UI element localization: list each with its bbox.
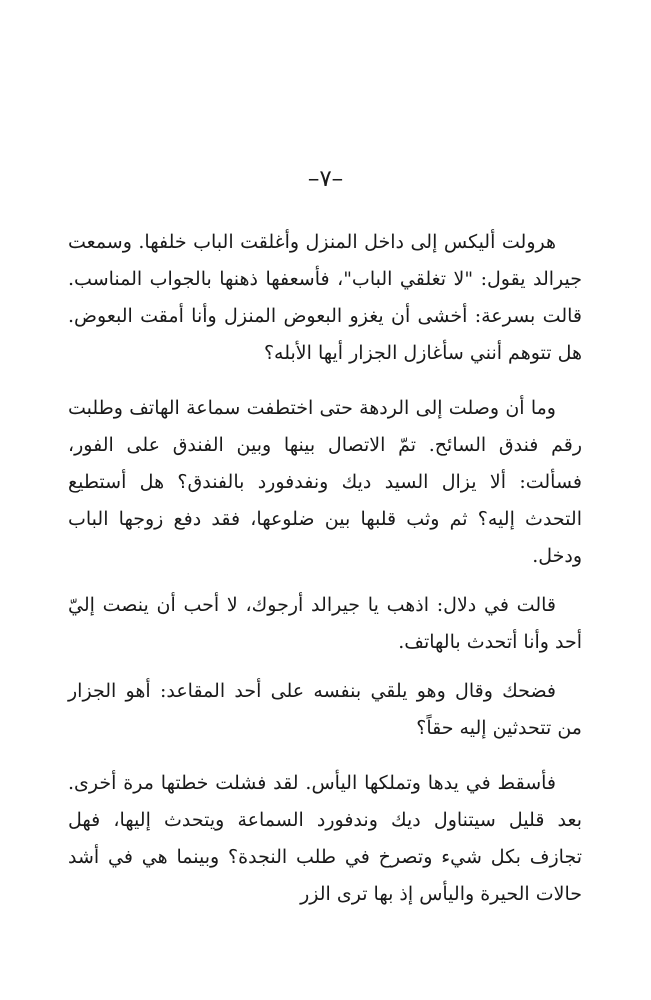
paragraph-1: هرولت أليكس إلى داخل المنزل وأغلقت الباب خلفها. وسمعت جيرالد يقول: "لا تغلقي الباب"، فأسعفها ذهنها بالجواب المناسب. قالت بسرعة: أخشى أن يغزو البعوض المنزل وأنا أمقت البعوض. هل تتوهم أنني سأغازل الجزار أيها الأبله؟ <box>68 231 582 364</box>
paragraph-4: فضحك وقال وهو يلقي بنفسه على أحد المقاعد: أهو الجزار من تتحدثين إليه حقاً؟ <box>68 680 582 739</box>
paragraph-3: قالت في دلال: اذهب يا جيرالد أرجوك، لا أحب أن ينصت إليّ أحد وأنا أتحدث بالهاتف. <box>68 594 582 653</box>
paragraph-5: فأسقط في يدها وتملكها اليأس. لقد فشلت خطتها مرة أخرى. بعد قليل سيتناول ديك وندفورد السماعة ويتحدث إليها، فهل تجازف بكل شيء وتصرخ في طلب النجدة؟ وبينما هي في أشد حالات الحيرة واليأس إذ بها ترى الزر <box>68 772 582 905</box>
paragraph-2: وما أن وصلت إلى الردهة حتى اختطفت سماعة الهاتف وطلبت رقم فندق السائح. تمّ الاتصال بينها وبين الفندق على الفور، فسألت: ألا يزال السيد ديك ونفدفورد بالفندق؟ هل أستطيع التحدث إليه؟ ثم وثب قلبها بين ضلوعها، فقد دفع زوجها الباب ودخل. <box>68 397 582 567</box>
page-number: –٧– <box>307 166 344 192</box>
body-text <box>68 224 582 913</box>
